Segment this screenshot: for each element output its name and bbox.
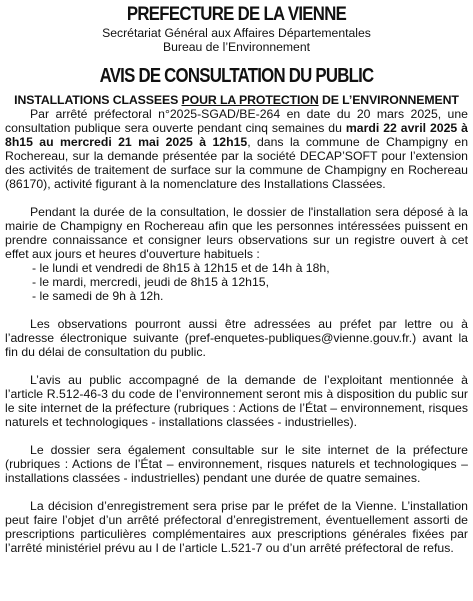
opening-hours-item: - le mardi, mercredi, jeudi de 8h15 à 12h15, xyxy=(32,275,468,289)
opening-hours-item: - le lundi et vendredi de 8h15 à 12h15 et de 14h à 18h, xyxy=(32,261,468,275)
paragraph-decision: La décision d’enregistrement sera prise par le préfet de la Vienne. L’installation peut faire l’objet d’un arrêté préfectoral d’enregistrement, éventuellement assorti de prescriptions particulières complémentaires aux prescriptions générales fixées par l’arrêté ministériel prévu au I de l’article L.521-7 ou d’un arrêté préfectoral de refus. xyxy=(5,499,468,555)
heading-part-b: POUR LA PROTECTION xyxy=(181,93,319,107)
paragraph-decree xyxy=(5,107,468,191)
secretariat-line: Secrétariat Général aux Affaires Départementales xyxy=(102,26,371,40)
paragraph-decree-intro: Par arrêté préfectoral n°2025-SGAD/BE-264 en date du 20 mars 2025, une consultation publique sera ouverte pendant cinq semaines du xyxy=(5,107,468,135)
paragraph-observations: Les observations pourront aussi être adressées au préfet par lettre ou à l’adresse électronique suivante (pref-enquetes-publiques@vienne.gouv.fr.) avant la fin du délai de consultation du public. xyxy=(5,317,468,359)
notice-title: AVIS DE CONSULTATION DU PUBLIC xyxy=(99,65,374,87)
spacer xyxy=(5,359,468,373)
heading-part-c: DE L’ENVIRONNEMENT xyxy=(318,93,459,107)
paragraph-public-notice: L’avis au public accompagné de la demande de l’exploitant mentionnée à l’article R.512-46-3 du code de l’environnement seront mis à disposition du public sur le site internet de la préfecture (rubriques : Actions de l’État – environnement, risques naturels et technologiques - installations classées - industrielles). xyxy=(5,373,468,429)
consultation-dates: mardi 22 avril 2025 à 8h15 au mercredi 21 mai 2025 à 12h15 xyxy=(5,121,468,149)
notice-heading xyxy=(5,93,468,107)
spacer xyxy=(5,485,468,499)
heading-part-a: INSTALLATIONS CLASSEES xyxy=(14,93,182,107)
opening-hours-item: - le samedi de 9h à 12h. xyxy=(32,289,468,303)
bureau-line: Bureau de l’Environnement xyxy=(162,40,311,54)
paragraph-website: Le dossier sera également consultable sur le site internet de la préfecture (rubriques : Actions de l’État – environnement, risques naturels et technologiques – installations classées - industrielles) pendant une durée de quatre semaines. xyxy=(5,443,468,485)
spacer xyxy=(5,303,468,317)
paragraph-dossier: Pendant la durée de la consultation, le dossier de l'installation sera déposé à la mairie de Champigny en Rochereau afin que les personnes intéressées puissent en prendre connaissance et consigner leurs observations sur un registre ouvert à cet effet aux jours et heures d'ouverture habituels : xyxy=(5,205,468,261)
paragraph-decree-rest: , dans la commune de Champigny en Rochereau, sur la demande présentée par la société DECAP’SOFT pour l’extension des activités de traitement de surface sur la commune de Champigny en Rochereau (86170), activité figurant à la nomenclature des Installations Classées. xyxy=(5,135,469,191)
spacer xyxy=(5,429,468,443)
spacer xyxy=(5,191,468,205)
opening-hours-list xyxy=(5,261,468,303)
prefecture-title: PREFECTURE DE LA VIENNE xyxy=(126,3,347,25)
